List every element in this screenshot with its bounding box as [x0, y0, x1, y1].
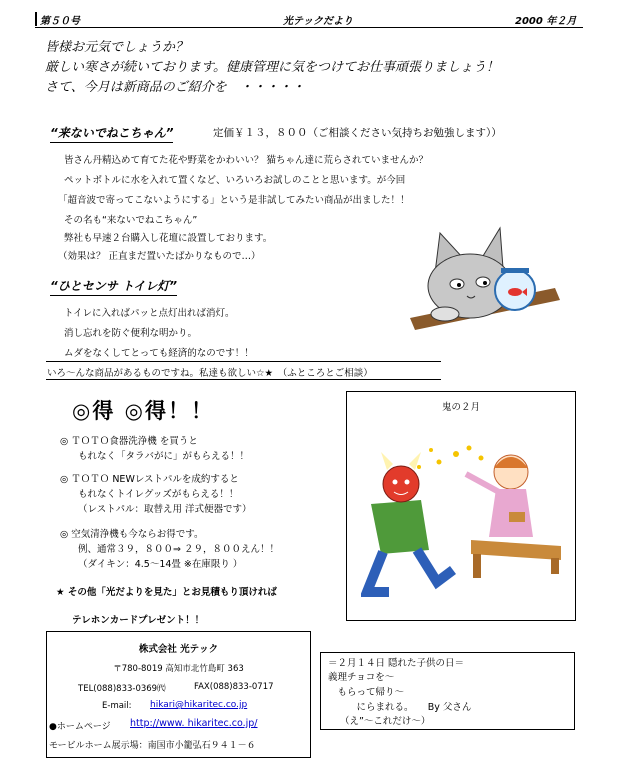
valentine-line: 義理チョコを～	[328, 672, 395, 683]
product2-line: トイレに入ればパッと点灯出れば消灯。	[64, 308, 235, 319]
footnote-bottom-rule	[46, 379, 441, 380]
company-name: 株式会社 光テック	[138, 644, 219, 655]
newsletter-title: 光テックだより	[283, 16, 353, 27]
header-left-bar	[35, 12, 37, 26]
product2-line: ムダをなくしてとっても経済的なのです！！	[64, 348, 254, 359]
deal-2-line-3: （レストパル：取替え用 洋式便器です）	[78, 504, 252, 515]
illustration-caption: 鬼の２月	[441, 402, 480, 413]
deal-1-line-2: もれなく「タラバがに」がもらえる！！	[78, 451, 250, 462]
valentine-line: にらまれる。 By 父さん	[328, 702, 472, 713]
issue-date: 2000 年２月	[515, 16, 577, 27]
deals-heading: ◎得 ◎得！！	[72, 399, 214, 423]
product2-line: 消し忘れを防ぐ便利な明かり。	[64, 328, 198, 339]
greeting-line-1: 皆様お元気でしょうか？	[45, 40, 189, 55]
header-rule	[35, 27, 583, 28]
greeting-line-2: 厳しい寒さが続いております。健康管理に気をつけてお仕事頑張りましょう！	[45, 60, 499, 75]
product1-line: その名も“来ないでねこちゃん”	[64, 215, 198, 226]
greeting-line-3: さて、今月は新商品のご紹介を ・・・・・	[45, 80, 305, 95]
deal-3-line-2: 例、通常３９，８００⇒ ２９，８００えん！！	[78, 544, 279, 555]
company-tel: TEL(088)833-0369㈹	[78, 684, 166, 694]
deal-1-line-1: ◎ ＴＯＴＯ食器洗浄機 を買うと	[60, 436, 198, 447]
deal-2-line-1: ◎ ＴＯＴＯ NEWレストパルを成約すると	[60, 474, 239, 485]
deal-2-line-2: もれなくトイレグッズがもらえる！！	[78, 489, 239, 500]
product1-line: 「超音波で寄ってこないようにする」という是非試してみたい商品が出ました！！	[58, 195, 410, 206]
product2-name: “ひとセンサ トイレ灯”	[50, 277, 177, 296]
product1-price: 定価￥１３，８００（ご相談ください気持ちお勉強します））	[213, 127, 502, 139]
homepage-label: ●ホームページ	[49, 722, 111, 732]
deal-3-line-1: ◎ 空気清浄機も今ならお得です。	[60, 529, 204, 540]
product1-line: 皆さん丹精込めて育てた花や野菜をかわいい？ 猫ちゃん達に荒らされていませんか？	[64, 155, 429, 166]
valentine-line: もらって帰り～	[328, 687, 405, 698]
product1-line: ペットボトルに水を入れて置くなど、いろいろお試しのことと思います。が今回	[64, 175, 406, 186]
product1-line: 弊社も早速２台購入し花壇に設置しております。	[64, 233, 273, 244]
showroom-address: モービルホーム展示場：南国市小籠弘石９４１－６	[49, 741, 256, 751]
email-link[interactable]: hikari@hikaritec.co.jp	[150, 700, 248, 710]
homepage-link[interactable]: http://www. hikaritec.co.jp/	[130, 718, 258, 729]
illustration-box	[346, 391, 576, 621]
company-address: 〒780-8019 高知市北竹島町 363	[113, 664, 244, 674]
issue-number: 第５０号	[40, 16, 80, 27]
special-offer-line-2: テレホンカードプレゼント！！	[72, 615, 205, 626]
valentine-line: （え”～これだけ～）	[340, 716, 431, 727]
company-fax: FAX(088)833-0717	[194, 682, 274, 692]
footnote: いろ～んな商品があるものですね。私達も欲しい☆★ （ふところとご相談）	[47, 368, 373, 379]
cat-with-fishbowl-illustration	[405, 218, 565, 333]
special-offer-line-1: ★ その他「光だよりを見た」とお見積もり頂ければ	[56, 587, 277, 598]
valentine-line: ＝２月１４日 隠れた子供の日＝	[328, 658, 465, 669]
footnote-top-rule	[46, 361, 441, 362]
deal-3-line-3: （ダイキン：4.5～14畳 ※在庫限り ）	[78, 559, 243, 570]
product1-name: “来ないでねこちゃん”	[50, 124, 173, 143]
product1-line: （効果は？ 正直まだ置いたばかりなもので…）	[58, 251, 261, 262]
email-label: E-mail:	[102, 701, 132, 711]
oni-bean-throwing-illustration	[361, 442, 566, 607]
